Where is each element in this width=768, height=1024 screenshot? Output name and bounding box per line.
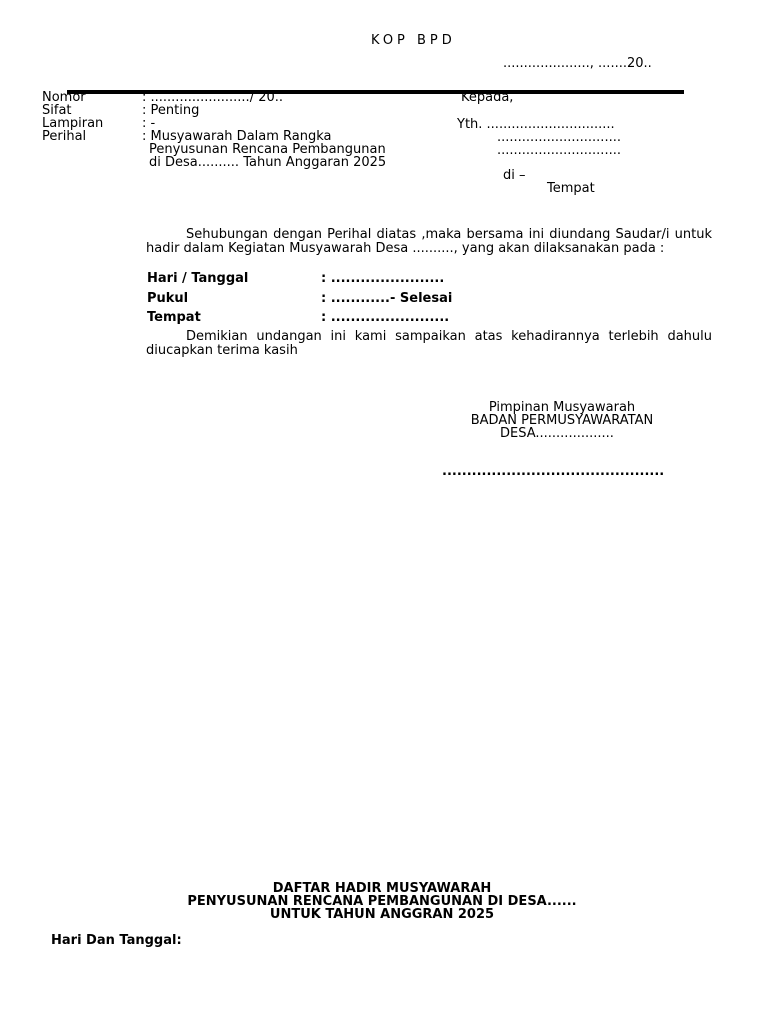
sifat-value: : Penting: [142, 103, 200, 118]
attendance-title-1: DAFTAR HADIR MUSYAWARAH: [272, 881, 492, 896]
signature-line-1: Pimpinan Musyawarah: [488, 400, 636, 415]
tempat-label: Tempat: [147, 310, 201, 325]
attendance-title-3: UNTUK TAHUN ANGGRAN 2025: [269, 907, 495, 922]
attendance-hari-label: Hari Dan Tanggal:: [51, 933, 182, 948]
date-line: ....................., .......20..: [503, 56, 652, 71]
signature-name: .............................................: [442, 464, 665, 479]
perihal-line-3: di Desa.......... Tahun Anggaran 2025: [149, 155, 387, 170]
tempat-value: : ........................: [321, 310, 450, 325]
intro-paragraph: Sehubungan dengan Perihal diatas ,maka bersama ini diundang Saudar/i untuk hadir dalam Kegiatan Musyawarah Desa .........., yang akan dilaksanakan pada :: [146, 227, 712, 256]
closing-paragraph: Demikian undangan ini kami sampaikan atas kehadirannya terlebih dahulu diucapkan terima kasih: [146, 329, 712, 358]
perihal-label: Perihal: [42, 129, 87, 144]
signature-line-3: DESA...................: [500, 426, 614, 441]
pukul-label: Pukul: [147, 291, 189, 306]
hari-tanggal-value: : .......................: [321, 271, 445, 286]
attendance-title-2: PENYUSUNAN RENCANA PEMBANGUNAN DI DESA......: [187, 894, 577, 909]
perihal-line-1: : Musyawarah Dalam Rangka: [142, 129, 332, 144]
hari-tanggal-label: Hari / Tanggal: [147, 271, 249, 286]
sifat-label: Sifat: [42, 103, 72, 118]
lampiran-value: : -: [142, 116, 156, 131]
recipient-line-3: ..............................: [497, 143, 621, 158]
kepada-label: Kepada,: [461, 90, 514, 105]
signature-line-2: BADAN PERMUSYAWARATAN: [470, 413, 654, 428]
recipient-di: di –: [503, 168, 526, 183]
recipient-yth: Yth. ...............................: [457, 117, 615, 132]
pukul-value: : ............- Selesai: [321, 291, 453, 306]
perihal-line-2: Penyusunan Rencana Pembangunan: [149, 142, 386, 157]
letterhead-kop: KOP BPD: [371, 33, 456, 48]
nomor-value: : ......................../ 20..: [142, 90, 284, 105]
nomor-label: Nomor: [42, 90, 86, 105]
recipient-line-2: ..............................: [497, 130, 621, 145]
recipient-tempat: Tempat: [547, 181, 595, 196]
lampiran-label: Lampiran: [42, 116, 104, 131]
